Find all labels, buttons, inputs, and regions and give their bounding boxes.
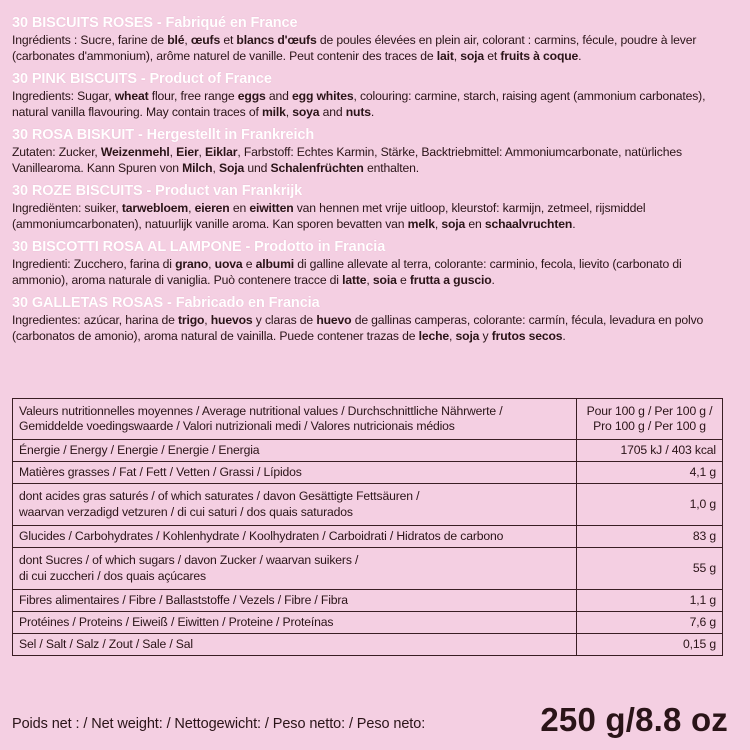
net-weight-value: 250 g/8.8 oz: [540, 701, 728, 738]
nutrient-label: Sel / Salt / Salz / Zout / Sale / Sal: [13, 634, 577, 656]
section-title: 30 BISCOTTI ROSA AL LAMPONE - Prodotto in Francia: [12, 239, 386, 255]
section-es: [12, 294, 738, 344]
nutrient-label-line: waarvan verzadigd vetzuren / di cui saturi / dos quais saturados: [19, 504, 353, 519]
section-title: 30 ROZE BISCUITS - Product van Frankrijk: [12, 183, 303, 199]
nutrient-value: 4,1 g: [577, 462, 723, 484]
nutrient-value: 55 g: [577, 548, 723, 590]
nutrient-value: 83 g: [577, 526, 723, 548]
nutrition-row-salt: [13, 634, 723, 656]
nutrient-value: 1,0 g: [577, 484, 723, 526]
nutrient-label: Fibres alimentaires / Fibre / Ballaststoffe / Vezels / Fibre / Fibra: [13, 590, 577, 612]
net-weight: [12, 698, 728, 738]
nutrient-value: 7,6 g: [577, 612, 723, 634]
ingredients-text: Zutaten: Zucker, Weizenmehl, Eier, Eiklar, Farbstoff: Echtes Karmin, Stärke, Backtriebmittel: Ammoniumcarbonate, natürliches Vanillearoma. Kann Spuren von Milch, Soja und Schalenfrüchten enthalten.: [12, 145, 682, 175]
nutrient-label: Glucides / Carbohydrates / Kohlenhydrate / Koolhydraten / Carboidrati / Hidratos de carbono: [13, 526, 577, 548]
section-title: 30 ROSA BISKUIT - Hergestellt in Frankreich: [12, 127, 315, 143]
header-label-line: Valeurs nutritionnelles moyennes / Average nutritional values / Durchschnittliche Nährwerte /: [19, 403, 503, 418]
ingredients-text: Ingredients: Sugar, wheat flour, free range eggs and egg whites, colouring: carmine, starch, raising agent (ammonium carbonates), natural vanilla flavouring. May contain traces of milk, soya and nuts.: [12, 89, 706, 119]
nutrition-header-value: [577, 399, 723, 440]
nutrition-header-label: [13, 399, 577, 440]
nutrient-value: 1,1 g: [577, 590, 723, 612]
ingredients-text: Ingrediënten: suiker, tarwebloem, eieren en eiwitten van hennen met vrije uitloop, kleurstof: karmijn, zetmeel, rijsmiddel (ammoniumcarbonaten), natuurlijk vanille aroma. Kan sporen bevatten van melk, soja en schaalvruchten.: [12, 201, 646, 231]
nutrient-label-line: di cui zuccheri / dos quais açúcares: [19, 568, 206, 583]
ingredients-text: Ingrédients : Sucre, farine de blé, œufs et blancs d'œufs de poules élevées en plein air, colorant : carmins, fécule, poudre à lever (carbonates d'ammonium), arôme naturel de vanille. Peut contenir des traces de lait, soja et fruits à coque.: [12, 33, 697, 63]
nutrition-row-fibre: [13, 590, 723, 612]
section-en: [12, 70, 738, 120]
section-de: [12, 126, 738, 176]
section-nl: [12, 182, 738, 232]
header-value-line: Pro 100 g / Per 100 g: [593, 419, 706, 433]
section-title: 30 GALLETAS ROSAS - Fabricado en Francia: [12, 295, 320, 311]
ingredients-text: Ingredientes: azúcar, harina de trigo, huevos y claras de huevo de gallinas camperas, colorante: carmín, fécula, levadura en polvo (carbonatos de amonio), aroma natural de vainilla. Puede contener trazas de leche, soja y frutos secos.: [12, 313, 704, 343]
header-value-line: Pour 100 g / Per 100 g /: [586, 403, 713, 418]
nutrition-row-saturates: [13, 484, 723, 526]
nutrient-label-line: dont acides gras saturés / of which saturates / davon Gesättigte Fettsäuren /: [19, 489, 420, 503]
net-weight-label: Poids net : / Net weight: / Nettogewicht: / Peso netto: / Peso neto:: [12, 716, 426, 732]
nutrition-row-fat: [13, 462, 723, 484]
nutrient-label: Énergie / Energy / Energie / Energie / Energia: [13, 440, 577, 462]
nutrition-row-sugars: [13, 548, 723, 590]
nutrient-label-line: dont Sucres / of which sugars / davon Zucker / waarvan suikers /: [19, 553, 359, 567]
section-title: 30 PINK BISCUITS - Product of France: [12, 71, 272, 87]
nutrient-label: Protéines / Proteins / Eiweiß / Eiwitten / Proteine / Proteínas: [13, 612, 577, 634]
nutrition-header-row: [13, 399, 723, 440]
nutrient-value: 1705 kJ / 403 kcal: [577, 440, 723, 462]
nutrition-table: [12, 398, 723, 656]
nutrient-value: 0,15 g: [577, 634, 723, 656]
nutrient-label: [13, 548, 577, 590]
nutrition-row-carbohydrates: [13, 526, 723, 548]
ingredients-text: Ingredienti: Zucchero, farina di grano, uova e albumi di galline allevate al terra, colorante: carminio, fecola, lievito (carbonato di ammonio), aroma naturale di vaniglia. Può contenere tracce di latte, soia e frutta a guscio.: [12, 257, 682, 287]
nutrition-row-protein: [13, 612, 723, 634]
ingredient-sections: [12, 14, 738, 350]
nutrition-row-energy: [13, 440, 723, 462]
nutrient-label: Matières grasses / Fat / Fett / Vetten / Grassi / Lípidos: [13, 462, 577, 484]
nutrient-label: [13, 484, 577, 526]
header-label-line: Gemiddelde voedingswaarde / Valori nutrizionali medi / Valores nutricionais médios: [19, 419, 455, 433]
section-title: 30 BISCUITS ROSES - Fabriqué en France: [12, 15, 298, 31]
section-fr: [12, 14, 738, 64]
section-it: [12, 238, 738, 288]
